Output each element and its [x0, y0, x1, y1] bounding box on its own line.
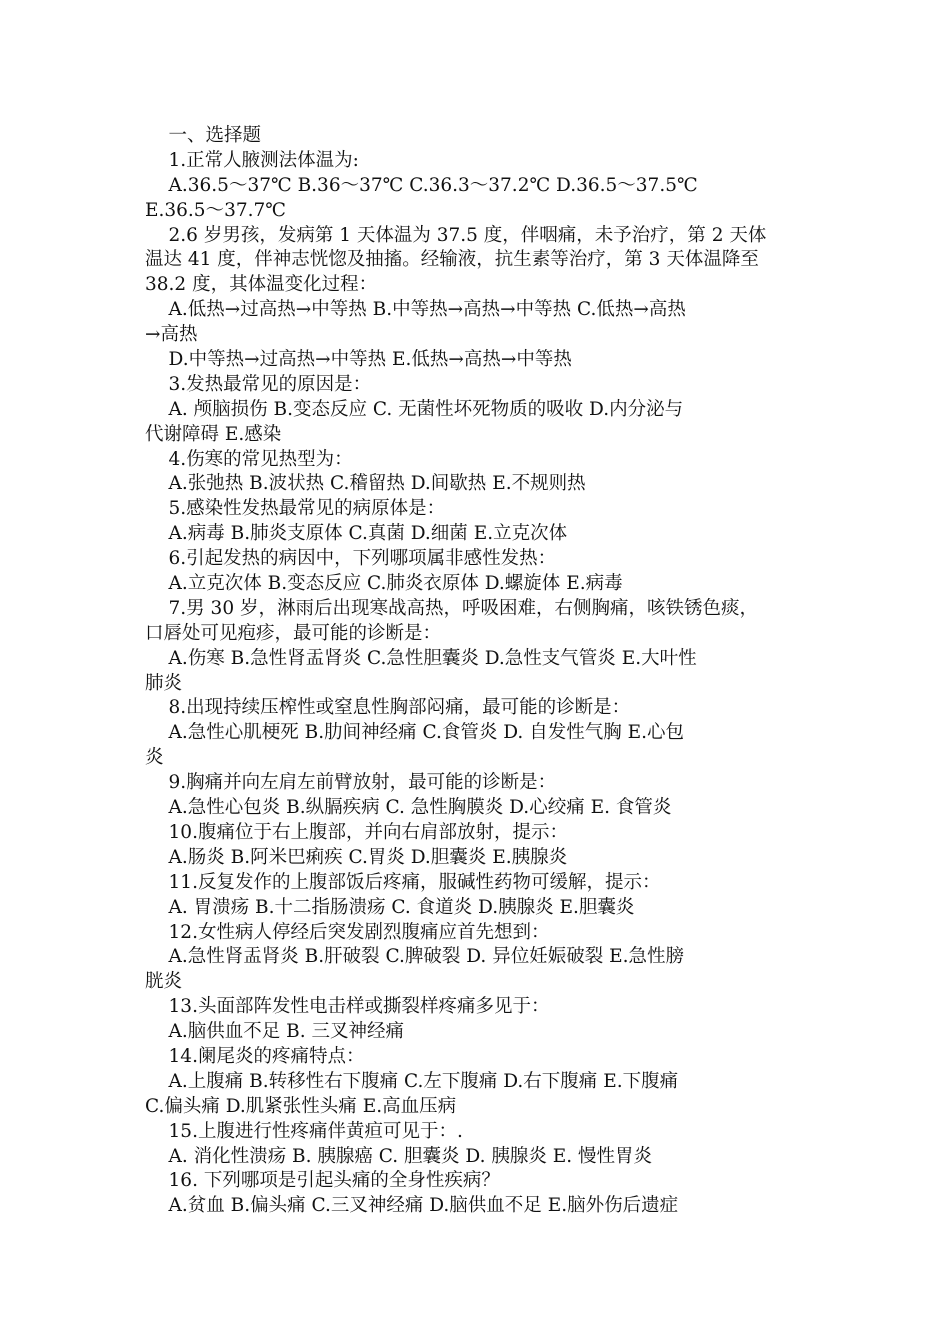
text-line: A.伤寒 B.急性肾盂肾炎 C.急性胆囊炎 D.急性支气管炎 E.大叶性: [145, 647, 697, 669]
text-line: A.张弛热 B.波状热 C.稽留热 D.间歇热 E.不规则热: [145, 473, 586, 495]
text-line: A.立克次体 B.变态反应 C.肺炎衣原体 D.螺旋体 E.病毒: [145, 573, 623, 595]
text-line: 8.出现持续压榨性或窒息性胸部闷痛，最可能的诊断是：: [145, 697, 631, 719]
text-line: 口唇处可见疱疹，最可能的诊断是：: [145, 622, 442, 644]
text-line: A.病毒 B.肺炎支原体 C.真菌 D.细菌 E.立克次体: [145, 523, 568, 545]
text-line: →高热: [145, 324, 198, 346]
text-line: 4.伤寒的常见热型为：: [145, 448, 353, 470]
text-line: 15.上腹进行性疼痛伴黄疸可见于：.: [145, 1120, 463, 1142]
text-line: 3.发热最常见的原因是：: [145, 373, 372, 395]
text-line: E.36.5～37.7℃: [145, 199, 286, 221]
text-line: 炎: [145, 747, 164, 769]
text-line: 11.反复发作的上腹部饭后疼痛，服碱性药物可缓解，提示：: [145, 871, 661, 893]
document-body: [145, 124, 810, 1219]
text-line: A.肠炎 B.阿米巴痢疾 C.胃炎 D.胆囊炎 E.胰腺炎: [145, 846, 568, 868]
text-line: A. 胃溃疡 B.十二指肠溃疡 C. 食道炎 D.胰腺炎 E.胆囊炎: [145, 896, 635, 918]
text-line: A. 消化性溃疡 B. 胰腺癌 C. 胆囊炎 D. 胰腺炎 E. 慢性胃炎: [145, 1145, 652, 1167]
text-line: 温达 41 度，伴神志恍惚及抽搐。经输液，抗生素等治疗，第 3 天体温降至: [145, 249, 759, 271]
text-line: A.上腹痛 B.转移性右下腹痛 C.左下腹痛 D.右下腹痛 E.下腹痛: [145, 1070, 679, 1092]
text-line: A. 颅脑损伤 B.变态反应 C. 无菌性坏死物质的吸收 D.内分泌与: [145, 398, 684, 420]
text-line: 16. 下列哪项是引起头痛的全身性疾病？: [145, 1170, 500, 1192]
text-line: D.中等热→过高热→中等热 E.低热→高热→中等热: [145, 349, 572, 371]
text-line: 2.6 岁男孩，发病第 1 天体温为 37.5 度，伴咽痛，未予治疗，第 2 天体: [145, 224, 767, 246]
text-line: 13.头面部阵发性电击样或撕裂样疼痛多见于：: [145, 996, 550, 1018]
text-line: 9.胸痛并向左肩左前臂放射，最可能的诊断是：: [145, 772, 557, 794]
text-line: 代谢障碍 E.感染: [145, 423, 282, 445]
text-line: A.急性心包炎 B.纵膈疾病 C. 急性胸膜炎 D.心绞痛 E. 食管炎: [145, 797, 672, 819]
text-line: A.低热→过高热→中等热 B.中等热→高热→中等热 C.低热→高热: [145, 299, 686, 321]
text-line: 6.引起发热的病因中，下列哪项属非感性发热：: [145, 548, 557, 570]
text-line: 胱炎: [145, 971, 183, 993]
text-line: A.贫血 B.偏头痛 C.三叉神经痛 D.脑供血不足 E.脑外伤后遗症: [145, 1195, 679, 1217]
text-line: 12.女性病人停经后突发剧烈腹痛应首先想到：: [145, 921, 550, 943]
text-line: A.急性肾盂肾炎 B.肝破裂 C.脾破裂 D. 异位妊娠破裂 E.急性膀: [145, 946, 684, 968]
text-line: 14.阑尾炎的疼痛特点：: [145, 1045, 365, 1067]
text-line: 1.正常人腋测法体温为:: [145, 149, 359, 171]
text-line: 7.男 30 岁，淋雨后出现寒战高热，呼吸困难，右侧胸痛，咳铁锈色痰，: [145, 597, 758, 619]
text-line: C.偏头痛 D.肌紧张性头痛 E.高血压病: [145, 1095, 457, 1117]
text-line: A.36.5～37℃ B.36～37℃ C.36.3～37.2℃ D.36.5～37.5℃: [145, 174, 698, 196]
text-line: 38.2 度，其体温变化过程：: [145, 274, 378, 296]
text-line: 一、选择题: [145, 125, 262, 146]
text-line: A.脑供血不足 B. 三叉神经痛: [145, 1021, 405, 1043]
text-line: 肺炎: [145, 672, 183, 694]
text-line: A.急性心肌梗死 B.肋间神经痛 C.食管炎 D. 自发性气胸 E.心包: [145, 722, 684, 744]
text-line: 5.感染性发热最常见的病原体是：: [145, 498, 446, 520]
text-line: 10.腹痛位于右上腹部，并向右肩部放射，提示：: [145, 821, 568, 843]
